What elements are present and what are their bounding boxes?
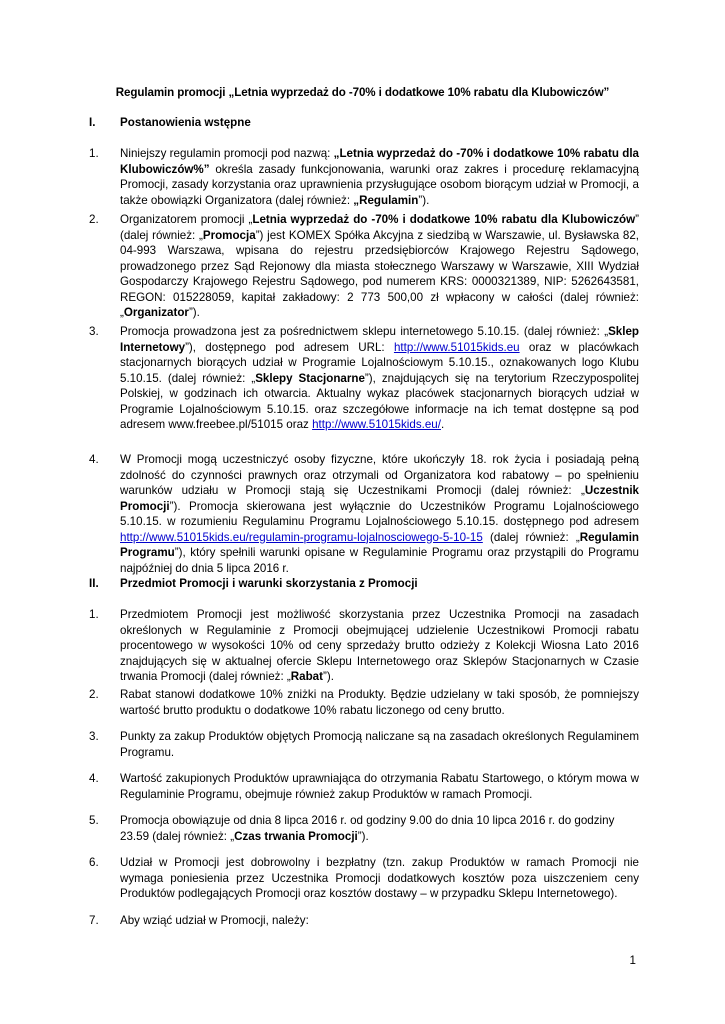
document-title: Regulamin promocji „Letnia wyprzedaż do -70% i dodatkowe 10% rabatu dla Klubowiczów”	[115, 86, 610, 99]
item-number: 6.	[89, 856, 99, 869]
item-number: 1.	[89, 608, 99, 621]
section-number: I.	[89, 116, 96, 129]
section-title: Postanowienia wstępne	[120, 116, 251, 129]
item-text: Aby wziąć udział w Promocji, należy:	[120, 914, 309, 927]
shop-url-link[interactable]: http://www.51015kids.eu	[393, 340, 520, 354]
list-item	[89, 813, 639, 844]
item-text: Punkty za zakup Produktów objętych Promocją naliczane są na zasadach określonych Regulaminem Programu.	[120, 730, 639, 759]
shop-home-link[interactable]: http://www.51015kids.eu/	[312, 418, 441, 431]
item-text: Promocja obowiązuje od dnia 8 lipca 2016 r. od godziny 9.00 do dnia 10 lipca 2016 r. do godziny 23.59 (dalej również: „Czas trwania Promocji”).	[120, 814, 615, 843]
item-number: 4.	[89, 453, 99, 466]
list-item	[89, 324, 639, 433]
list-item	[89, 452, 639, 576]
list-item	[89, 913, 639, 929]
list-item	[89, 212, 639, 321]
page-number: 1	[629, 954, 636, 967]
list-item	[89, 855, 639, 902]
item-text: Rabat stanowi dodatkowe 10% zniżki na Produkty. Będzie udzielany w taki sposób, że pomniejszy wartość brutto produktu o dodatkowe 10% rabatu liczonego od ceny brutto.	[120, 688, 639, 717]
item-number: 4.	[89, 772, 99, 785]
item-text: Promocja prowadzona jest za pośrednictwem sklepu internetowego 5.10.15. (dalej również: „Sklep Internetowy”), dostępnego pod adresem URL: http://www.51015kids.eu oraz w placówkach stacjonarnych biorących udział w Programie Lojalnościowym 5.10.15., oznakowanych logo Klubu 5.10.15. (dalej również: „Sklepy Stacjonarne”), znajdujących się na terytorium Rzeczypospolitej Polskiej, w godzinach ich otwarcia. Aktualny wykaz placówek stacjonarnych biorących udział w Programie Lojalnościowym 5.10.15. oraz szczegółowe informacje na ich temat dostępne są pod adresem www.freebee.pl/51015 oraz http://www.51015kids.eu/.	[120, 325, 640, 431]
item-number: 5.	[89, 814, 99, 827]
item-text: Niniejszy regulamin promocji pod nazwą: „Letnia wyprzedaż do -70% i dodatkowe 10% rabatu dla Klubowiczów%” określa zasady funkcjonowania, warunki oraz zakres i procedurę reklamacyjną Promocji, zasady korzystania oraz uprawnienia przysługujące osobom biorącym udział w Promocji, a także obowiązki Organizatora (dalej również: „Regulamin”).	[120, 147, 639, 207]
item-number: 1.	[89, 147, 99, 160]
item-text: Wartość zakupionych Produktów uprawniająca do otrzymania Rabatu Startowego, o którym mowa w Regulaminie Programu, obejmuje również zakup Produktów w ramach Promocji.	[120, 772, 639, 801]
item-number: 2.	[89, 213, 99, 226]
list-item	[89, 687, 639, 718]
item-number: 7.	[89, 914, 99, 927]
list-item	[89, 771, 639, 802]
section-number: II.	[89, 577, 99, 590]
item-text: Organizatorem promocji „Letnia wyprzedaż do -70% i dodatkowe 10% rabatu dla Klubowiczów” (dalej również: „Promocja”) jest KOMEX Spółka Akcyjna z siedzibą w Warszawie, ul. Bysławska 82, 04-993 Warszawa, wpisana do rejestru przedsiębiorców Krajowego Rejestru Sądowego, prowadzonego przez Sąd Rejonowy dla miasta stołecznego Warszawy w Warszawie, XIII Wydział Gospodarczy Krajowego Rejestru Sądowego, pod numerem KRS: 0000321389, NIP: 5262643581, REGON: 015228059, kapitał zakładowy: 2 773 500,00 zł wpłacony w całości (dalej również: „Organizator”).	[120, 213, 639, 319]
item-number: 3.	[89, 325, 99, 338]
list-item	[89, 607, 639, 685]
list-item	[89, 146, 639, 208]
item-text: Udział w Promocji jest dobrowolny i bezpłatny (tzn. zakup Produktów w ramach Promocji nie wymaga poniesienia przez Uczestnika Promocji dodatkowych kosztów poza uiszczeniem ceny Produktów podlegających Promocji oraz kosztów dostawy – w przypadku Sklepu Internetowego).	[120, 856, 639, 900]
item-number: 2.	[89, 688, 99, 701]
item-text: W Promocji mogą uczestniczyć osoby fizyczne, które ukończyły 18. rok życia i posiadają pełną zdolność do czynności prawnych oraz otrzymali od Organizatora kod rabatowy – po spełnieniu warunków udziału w Promocji stają się Uczestnikami Promocji (dalej również: „Uczestnik Promocji”). Promocja skierowana jest wyłącznie do Uczestników Programu Lojalnościowego 5.10.15. w rozumieniu Regulaminu Programu Lojalnościowego 5.10.15. dostępnego pod adresem http://www.51015kids.eu/regulamin-programu-lojalnosciowego-5-10-15 (dalej również: „Regulamin Programu”), który spełnili warunki opisane w Regulaminie Programu oraz przystąpili do Programu najpóźniej do dnia 5 lipca 2016 r.	[120, 453, 639, 575]
item-number: 3.	[89, 730, 99, 743]
item-text: Przedmiotem Promocji jest możliwość skorzystania przez Uczestnika Promocji na zasadach określonych w Regulaminie z Promocji obejmującej udzielenie Uczestnikowi Promocji rabatu procentowego w wysokości 10% od ceny sprzedaży brutto odzieży z Kolekcji Wiosna Lato 2016 znajdujących się w aktualnej ofercie Sklepu Internetowego oraz Sklepów Stacjonarnych w Czasie trwania Promocji (dalej również: „Rabat”).	[120, 608, 639, 683]
list-item	[89, 729, 639, 760]
program-rules-link[interactable]: http://www.51015kids.eu/regulamin-programu-lojalnosciowego-5-10-15	[120, 530, 483, 544]
section-title: Przedmiot Promocji i warunki skorzystania z Promocji	[120, 577, 418, 590]
